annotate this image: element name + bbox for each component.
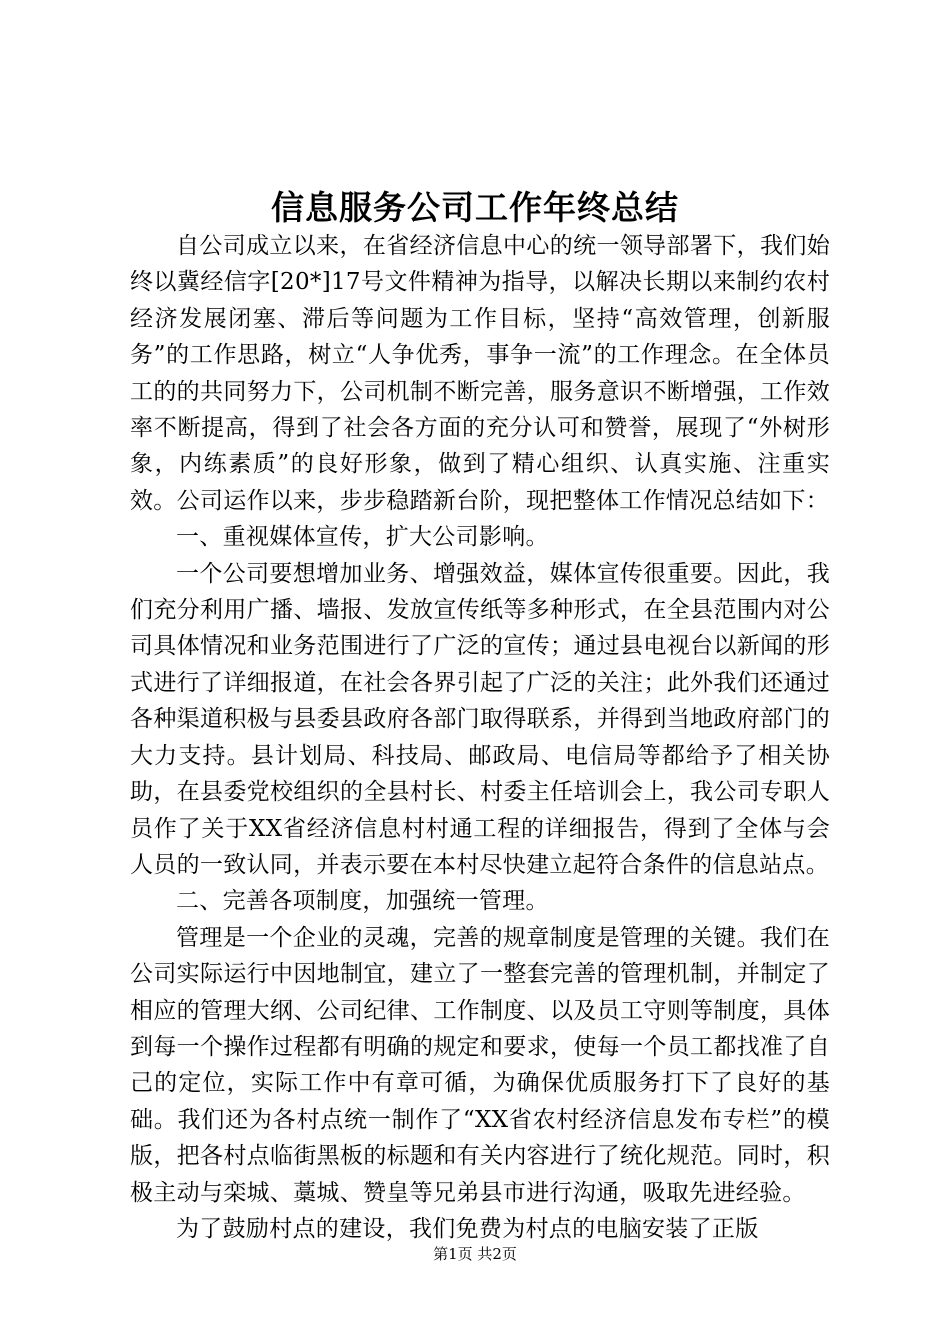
section-heading-1: 一、重视媒体宣传，扩大公司影响。 bbox=[176, 524, 549, 551]
page-number-footer: 第1页 共2页 bbox=[433, 1245, 517, 1263]
document-title: 信息服务公司工作年终总结 bbox=[271, 188, 679, 227]
continuation-paragraph: 为了鼓励村点的建设，我们免费为村点的电脑安装了正版 bbox=[176, 1215, 759, 1242]
intro-paragraph: 自公司成立以来，在省经济信息中心的统一领导部署下，我们始终以冀经信字[20*]17号文件精神为指导，以解决长期以来制约农村经济发展闭塞、滞后等问题为工作目标，坚持“高效管理，创新服务”的工作思路，树立“人争优秀，事争一流”的工作理念。在全体员工的的共同努力下，公司机制不断完善，服务意识不断增强，工作效率不断提高，得到了社会各方面的充分认可和赞誉，展现了“外树形象，内练素质”的良好形象，做到了精心组织、认真实施、注重实效。公司运作以来，步步稳踏新台阶，现把整体工作情况总结如下： bbox=[130, 233, 830, 514]
section-heading-2: 二、完善各项制度，加强统一管理。 bbox=[176, 888, 549, 915]
document-body bbox=[130, 228, 830, 1247]
section-1-paragraph: 一个公司要想增加业务、增强效益，媒体宣传很重要。因此，我们充分利用广播、墙报、发放宣传纸等多种形式，在全县范围内对公司具体情况和业务范围进行了广泛的宣传；通过县电视台以新闻的形式进行了详细报道，在社会各界引起了广泛的关注；此外我们还通过各种渠道积极与县委县政府各部门取得联系，并得到当地政府部门的大力支持。县计划局、科技局、邮政局、电信局等都给予了相关协助，在县委党校组织的全县村长、村委主任培训会上，我公司专职人员作了关于XX省经济信息村村通工程的详细报告，得到了全体与会人员的一致认同，并表示要在本村尽快建立起符合条件的信息站点。 bbox=[130, 560, 830, 878]
section-2-paragraph: 管理是一个企业的灵魂，完善的规章制度是管理的关键。我们在公司实际运行中因地制宜，建立了一整套完善的管理机制，并制定了相应的管理大纲、公司纪律、工作制度、以及员工守则等制度，具体到每一个操作过程都有明确的规定和要求，使每一个员工都找准了自己的定位，实际工作中有章可循，为确保优质服务打下了良好的基础。我们还为各村点统一制作了“XX省农村经济信息发布专栏”的模版，把各村点临街黑板的标题和有关内容进行了统化规范。同时，积极主动与栾城、藁城、赞皇等兄弟县市进行沟通，吸取先进经验。 bbox=[130, 924, 830, 1206]
